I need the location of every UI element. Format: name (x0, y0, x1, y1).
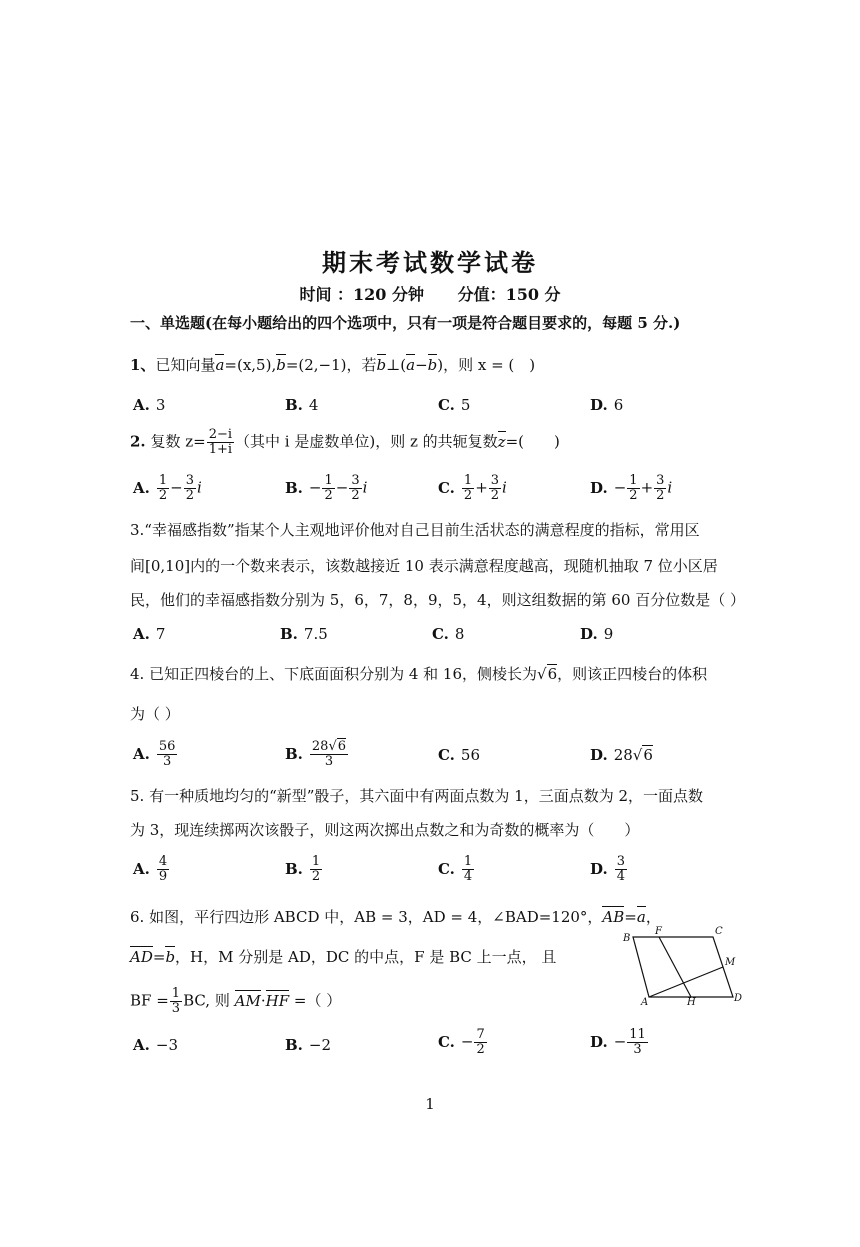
q3-option-a[interactable]: A. 7 (133, 625, 166, 643)
q4-option-a[interactable]: A. $\frac{56}{3}$ (133, 739, 176, 769)
q1-option-d[interactable]: D. 6 (590, 396, 624, 414)
segment-am (649, 967, 723, 997)
q6-vector-am: AM (234, 991, 261, 1010)
q1-vector-b: b (276, 356, 286, 374)
q6-line-3: BF = $\frac{1}{3}$ BC, 则 AM·HF =（ ） (130, 986, 342, 1016)
q6-vector-ab: AB (602, 908, 625, 926)
segment-hf (659, 937, 691, 997)
q1-perp-b: b (376, 356, 387, 374)
q4-option-b[interactable]: B. $\frac{28√6}{3}$ (285, 739, 347, 769)
q2-option-b[interactable]: B. − $\frac{1}{2}$ − $\frac{3}{2}$ i (285, 473, 368, 503)
label-a: A (641, 997, 649, 1005)
parallelogram-abcd (633, 937, 733, 997)
label-d: D (734, 993, 743, 1004)
q2-option-c[interactable]: C. $\frac{1}{2}$ + $\frac{3}{2}$ i (438, 473, 507, 503)
parallelogram-figure (615, 925, 745, 1005)
q4-option-d[interactable]: D. 28√6 (590, 746, 653, 764)
q5-option-b[interactable]: B. $\frac{1}{2}$ (285, 854, 321, 884)
q6-option-b[interactable]: B. −2 (285, 1036, 332, 1054)
q2-tail: =( ) (505, 432, 560, 451)
q6-vector-ad: AD (130, 948, 153, 966)
q5-line-2: 为 3，现连续掷两次该骰子，则这两次掷出点数之和为奇数的概率为（ ） (130, 821, 640, 839)
q6-option-c[interactable]: C. − $\frac{7}{2}$ (438, 1027, 485, 1057)
q3-option-d[interactable]: D. 9 (580, 625, 614, 643)
q4-option-c[interactable]: C. 56 (438, 746, 480, 764)
q1-vector-a: a (215, 356, 225, 374)
q5-option-a[interactable]: A. $\frac{4}{9}$ (133, 854, 168, 884)
q6-line-2: AD=b，H，M 分别是 AD，DC 的中点，F 是 BC 上一点， 且 (130, 948, 557, 966)
q6-vector-a: a (636, 908, 646, 926)
q6-option-a[interactable]: A. −3 (133, 1036, 178, 1054)
q3-option-c[interactable]: C. 8 (432, 625, 465, 643)
question-1 (130, 355, 535, 375)
q6-line-1: 6. 如图，平行四边形 ABCD 中，AB = 3，AD = 4，∠BAD=120°，AB=a， (130, 908, 661, 926)
q2-zbar: z (497, 432, 506, 451)
question-2 (130, 428, 560, 457)
exam-time: 时间 ：120 分钟 (299, 285, 424, 304)
q1-perp-mid: ⊥( (386, 356, 407, 374)
q5-line-1: 5. 有一种质地均匀的“新型”骰子，其六面中有两面点数为 1，三面点数为 2，一面点数 (130, 787, 704, 805)
q1-eq-a: =(x,5), (224, 356, 277, 374)
label-f: F (655, 926, 662, 937)
q2-option-d[interactable]: D. − $\frac{1}{2}$ + $\frac{3}{2}$ i (590, 473, 673, 503)
label-b: B (623, 933, 631, 944)
q2-number: 2. (130, 432, 146, 451)
q2-stem-b: （其中 i 是虚数单位)，则 z 的共轭复数 (235, 432, 498, 451)
q3-line-1: 3.“幸福感指数”指某个人主观地评价他对自己目前生活状态的满意程度的指标，常用区 (130, 521, 700, 539)
q4-sqrt: 6 (547, 665, 558, 683)
q2-stem-a: 复数 z= (150, 432, 206, 451)
q1-paren-a: a (406, 356, 416, 374)
q1-tail: )，则 x = ( ) (437, 356, 536, 374)
label-c: C (715, 926, 723, 937)
q1-number: 1、 (130, 356, 156, 374)
exam-title: 期末考试数学试卷 (322, 248, 538, 277)
q6-vector-b: b (165, 948, 176, 966)
page-number: 1 (425, 1095, 435, 1113)
q1-minus: − (415, 356, 428, 374)
q1-paren-b: b (427, 356, 438, 374)
q5-option-d[interactable]: D. $\frac{3}{4}$ (590, 854, 625, 884)
section-heading: 一、单选题(在每小题给出的四个选项中，只有一项是符合题目要求的，每题 5 分.) (130, 314, 681, 332)
q1-eq-b: =(2,−1)，若 (285, 356, 377, 374)
q4-line-2: 为（ ） (130, 705, 180, 723)
exam-meta (0, 282, 860, 305)
q1-stem: 已知向量 (155, 356, 216, 374)
q6-option-d[interactable]: D. − $\frac{11}{3}$ (590, 1027, 646, 1057)
q1-option-a[interactable]: A. 3 (133, 396, 166, 414)
label-h: H (687, 997, 696, 1005)
q3-option-b[interactable]: B. 7.5 (280, 625, 328, 643)
q4-line-1: 4. 已知正四棱台的上、下底面面积分别为 4 和 16，侧棱长为√6，则该正四棱台的体积 (130, 665, 708, 683)
q1-option-c[interactable]: C. 5 (438, 396, 471, 414)
q2-fraction: $\frac{2-i}{1+i}$ (208, 427, 233, 457)
q5-option-c[interactable]: C. $\frac{1}{4}$ (438, 854, 473, 884)
q6-vector-hf: HF (265, 991, 290, 1010)
q2-option-a[interactable]: A. $\frac{1}{2}$ − $\frac{3}{2}$ i (133, 473, 202, 503)
q3-line-2: 间[0,10]内的一个数来表示，该数越接近 10 表示满意程度越高，现随机抽取 7 位小区居 (130, 557, 718, 575)
exam-score: 分值：150 分 (457, 285, 561, 304)
q1-option-b[interactable]: B. 4 (285, 396, 319, 414)
q3-line-3: 民，他们的幸福感指数分别为 5，6，7，8，9，5，4，则这组数据的第 60 百分位数是（ ） (130, 591, 745, 609)
label-m: M (725, 957, 736, 968)
